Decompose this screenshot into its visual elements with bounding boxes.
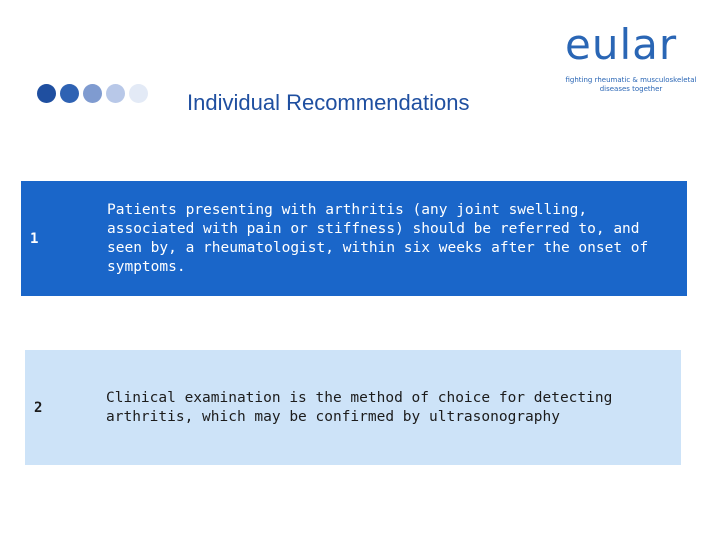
recommendation-text: Clinical examination is the method of choice for detecting arthritis, which may be confirmed by ultrasonography	[106, 389, 613, 425]
page-title: Individual Recommendations	[187, 90, 470, 115]
dot-5	[129, 84, 148, 103]
logo-tagline	[563, 76, 699, 94]
decorative-dots	[37, 84, 148, 103]
recommendation-number: 2	[34, 399, 43, 416]
dot-2	[60, 84, 79, 103]
logo-tagline-line-2: diseases together	[599, 85, 663, 93]
dot-4	[106, 84, 125, 103]
recommendation-1	[21, 181, 687, 296]
recommendation-2	[25, 350, 681, 465]
logo-tagline-line-1: fighting rheumatic & musculoskeletal	[565, 76, 697, 84]
dot-1	[37, 84, 56, 103]
recommendation-number: 1	[30, 230, 39, 247]
dot-3	[83, 84, 102, 103]
recommendation-text: Patients presenting with arthritis (any joint swelling, associated with pain or stiffness) should be referred to, and seen by, a rheumatologist, within six weeks after the onset of symptoms.	[107, 201, 649, 275]
logo-wordmark: eular	[565, 20, 678, 69]
eular-logo	[560, 20, 700, 99]
